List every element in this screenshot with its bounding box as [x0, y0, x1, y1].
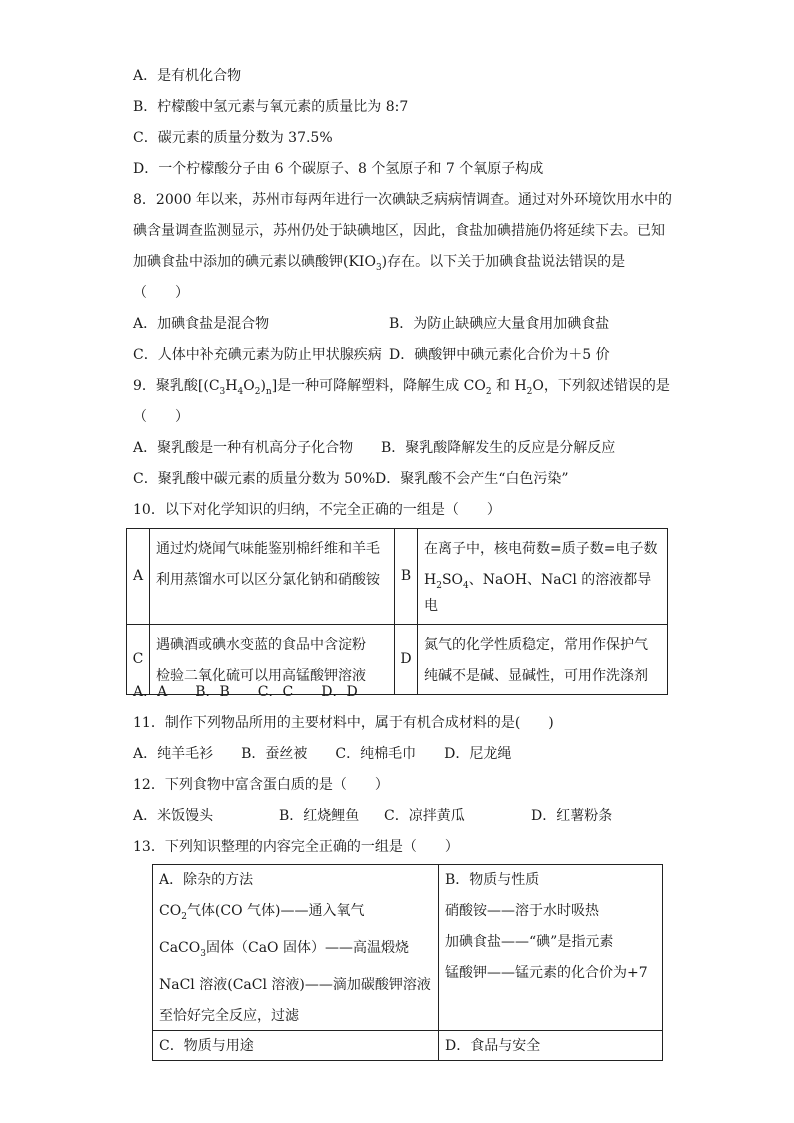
q13-a-line3: NaCl 溶液(CaCl 溶液)——滴加碳酸钾溶液 — [159, 976, 431, 993]
q10-stem: 10．以下对化学知识的归纳，不完全正确的一组是（ ） — [133, 502, 501, 518]
q9-subscript: 3 — [219, 386, 226, 397]
q10-options: A．A B．B C．C D．D — [133, 684, 358, 700]
q13-b-line3: 锰酸钾——锰元素的化合价为+7 — [445, 965, 648, 981]
q9-stem-part: ]是一种可降解塑料，降解生成 CO — [271, 378, 486, 394]
q12-option-b: B．红烧鲤鱼 — [279, 808, 360, 824]
q10-cell-b-label: B — [395, 529, 418, 625]
q13-cell-b — [439, 865, 663, 1031]
q13-cell-a — [153, 865, 439, 1031]
q8-stem-line1: 8．2000 年以来，苏州市每两年进行一次碘缺乏病病情调查。通过对外环境饮用水中的 — [133, 192, 672, 208]
q9-option-a: A．聚乳酸是一种有机高分子化合物 — [133, 440, 354, 456]
q13-b-line1: 硝酸铵——溶于水时吸热 — [445, 903, 599, 919]
q10-c-line2: 检验二氧化硫可以用高锰酸钾溶液 — [156, 667, 366, 684]
q9-stem-part: 9．聚乳酸[(C — [133, 378, 220, 394]
q13-a-title: A．除杂的方法 — [159, 872, 254, 888]
q7-option-d: D．一个柠檬酸分子由 6 个碳原子、8 个氢原子和 7 个氧原子构成 — [133, 161, 544, 177]
q10-cell-b — [418, 529, 668, 625]
q9-stem-part: O，下列叙述错误的是 — [532, 378, 670, 394]
q13-b-title: B．物质与性质 — [445, 872, 540, 888]
q10-b-line2-part: SO — [441, 572, 464, 588]
q13-b-line2: 加碘食盐——“碘”是指元素 — [445, 934, 614, 950]
q10-b-line2-part: H — [424, 572, 437, 588]
q8-stem-line3-part2: )存在。以下关于加碘食盐说法错误的是 — [381, 254, 626, 270]
q10-b-subscript: 2 — [436, 580, 442, 591]
q10-cell-a-label: A — [127, 529, 150, 625]
q13-a-subscript: 2 — [181, 911, 187, 922]
q9-stem — [133, 376, 670, 402]
q9-stem-part: ) — [260, 378, 266, 394]
q9-answer-paren: （ ） — [133, 409, 189, 425]
q8-subscript: 3 — [375, 262, 382, 273]
q8-stem-line3-part1: 加碘食盐中添加的碘元素以碘酸钾(KIO — [133, 254, 376, 270]
q13-a-line1 — [159, 901, 432, 927]
q9-option-c: C．聚乳酸中碳元素的质量分数为 50% — [133, 471, 376, 487]
q7-option-c: C．碳元素的质量分数为 37.5% — [133, 130, 333, 146]
q12-option-c: C．凉拌黄瓜 — [384, 808, 465, 824]
q12-option-d: D．红薯粉条 — [531, 808, 613, 824]
q10-a-line2: 利用蒸馏水可以区分氯化钠和硝酸铵 — [156, 572, 380, 588]
q8-answer-paren: （ ） — [133, 285, 189, 301]
q8-stem-line3 — [133, 252, 625, 278]
q10-c-line1: 遇碘酒或碘水变蓝的食品中含淀粉 — [156, 636, 366, 653]
q7-option-b: B．柠檬酸中氢元素与氧元素的质量比为 8:7 — [133, 99, 409, 115]
q13-a-line2 — [159, 938, 432, 964]
q13-a-line1-part: CO — [159, 903, 182, 919]
q10-b-line1: 在离子中，核电荷数=质子数=电子数 — [424, 541, 658, 557]
q10-b-subscript: 4 — [463, 580, 469, 591]
q9-subscript: 2 — [485, 386, 492, 397]
q13-a-line1-part: 气体(CO 气体)——通入氧气 — [186, 903, 365, 919]
q8-option-a: A．加碘食盐是混合物 — [133, 316, 270, 332]
q8-stem-line2: 碘含量调查监测显示，苏州仍处于缺碘地区，因此，食盐加碘措施仍将延续下去。已知 — [133, 223, 665, 239]
q7-option-a: A．是有机化合物 — [133, 68, 242, 84]
q10-d-line1: 氮气的化学性质稳定，常用作保护气 — [424, 636, 648, 653]
q9-stem-part: 和 H — [491, 378, 527, 394]
q9-option-d: D．聚乳酸不会产生“白色污染” — [375, 471, 569, 487]
q10-d-line2: 纯碱不是碱、显碱性，可用作洗涤剂 — [424, 667, 648, 684]
q9-subscript: n — [265, 386, 272, 397]
q10-b-line2-part: 、NaOH、NaCl 的溶液都导电 — [424, 572, 652, 614]
q8-option-c: C．人体中补充碘元素为防止甲状腺疾病 — [133, 347, 382, 363]
q9-stem-part: H — [225, 378, 238, 394]
q10-cell-d — [418, 624, 668, 694]
q11-stem: 11．制作下列物品所用的主要材料中，属于有机合成材料的是( ) — [133, 715, 554, 731]
q12-option-a: A．米饭馒头 — [133, 808, 214, 824]
q13-c-title: C．物质与用途 — [159, 1037, 254, 1054]
q13-a-subscript: 3 — [200, 948, 206, 959]
q13-stem: 13．下列知识整理的内容完全正确的一组是（ ） — [133, 839, 459, 855]
q10-b-line2 — [424, 570, 661, 616]
q13-a-line2-part: 固体（CaO 固体）——高温煅烧 — [205, 939, 409, 956]
q13-cell-d — [439, 1030, 663, 1060]
q10-cell-c-label: C — [127, 624, 150, 694]
q8-option-b: B．为防止缺碘应大量食用加碘食盐 — [389, 316, 610, 332]
q9-stem-part: O — [243, 378, 255, 394]
q13-a-line4: 至恰好完全反应，过滤 — [159, 1007, 299, 1024]
q13-a-line2-part: CaCO — [159, 939, 201, 956]
q9-subscript: 4 — [237, 386, 244, 397]
q11-options: A．纯羊毛衫 B．蚕丝被 C．纯棉毛巾 D．尼龙绳 — [133, 746, 512, 762]
q10-cell-a — [150, 529, 395, 625]
q13-table — [152, 864, 663, 1061]
q10-a-line1: 通过灼烧闻气味能鉴别棉纤维和羊毛 — [156, 541, 380, 557]
q8-option-d: D．碘酸钾中碘元素化合价为＋5 价 — [389, 347, 610, 363]
q10-table — [126, 528, 668, 695]
q12-stem: 12．下列食物中富含蛋白质的是（ ） — [133, 777, 389, 793]
q13-cell-c — [153, 1030, 439, 1060]
q9-subscript: 2 — [526, 386, 533, 397]
q10-cell-d-label: D — [395, 624, 418, 694]
q13-d-title: D．食品与安全 — [445, 1037, 541, 1054]
q9-option-b: B．聚乳酸降解发生的反应是分解反应 — [381, 440, 616, 456]
q9-subscript: 2 — [254, 386, 261, 397]
